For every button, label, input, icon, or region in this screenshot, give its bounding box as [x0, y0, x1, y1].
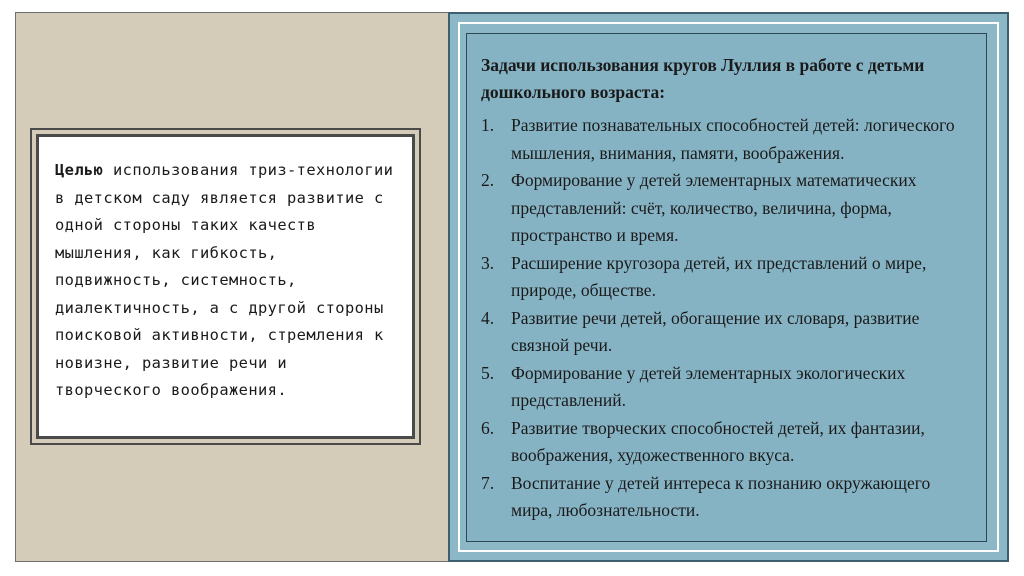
list-item-number: 4.	[481, 307, 495, 328]
tasks-list	[481, 112, 974, 525]
list-item	[481, 415, 974, 470]
list-item	[481, 250, 974, 305]
goal-body-text: использования триз-технологии в детском саду является развитие с одной стороны таких качеств мышления, как гибкость, подвижность, системность, диалектичность, а с другой стороны поисковой активности, стремления к новизне, развитие речи и творческого воображения.	[55, 161, 394, 399]
list-item-number: 2.	[481, 170, 495, 190]
goal-bold-word: Целью	[55, 161, 104, 179]
tasks-title: Задачи использования кругов Луллия в работе с детьми дошкольного возраста:	[481, 55, 925, 102]
list-item-text: Формирование у детей элементарных математических представлений: счёт, количество, величина, форма, пространство и время.	[511, 170, 917, 245]
list-item-text: Развитие творческих способностей детей, их фантазии, воображения, художественного вкуса.	[511, 417, 925, 465]
list-item-text: Развитие познавательных способностей детей: логического мышления, внимания, памяти, воображения.	[511, 115, 955, 163]
list-item	[481, 360, 974, 415]
tasks-panel	[448, 12, 1009, 562]
goal-box	[30, 128, 421, 445]
list-item	[481, 470, 974, 525]
tasks-box	[466, 33, 987, 542]
list-item	[481, 112, 974, 167]
goal-box-mid-border	[32, 130, 419, 443]
list-item	[481, 305, 974, 360]
list-item-number: 1.	[481, 115, 495, 135]
list-item-number: 5.	[481, 362, 495, 383]
list-item-number: 7.	[481, 472, 495, 493]
list-item-text: Формирование у детей элементарных экологических представлений.	[511, 362, 906, 410]
list-item-number: 6.	[481, 417, 495, 438]
list-item	[481, 167, 974, 250]
list-item-number: 3.	[481, 252, 495, 273]
list-item-text: Развитие речи детей, обогащение их словаря, развитие связной речи.	[511, 307, 920, 355]
list-item-text: Расширение кругозора детей, их представлений о мире, природе, обществе.	[511, 252, 927, 300]
goal-paragraph	[55, 157, 400, 405]
list-item-text: Воспитание у детей интереса к познанию окружающего мира, любознательности.	[511, 472, 931, 520]
goal-box-content	[36, 134, 415, 439]
